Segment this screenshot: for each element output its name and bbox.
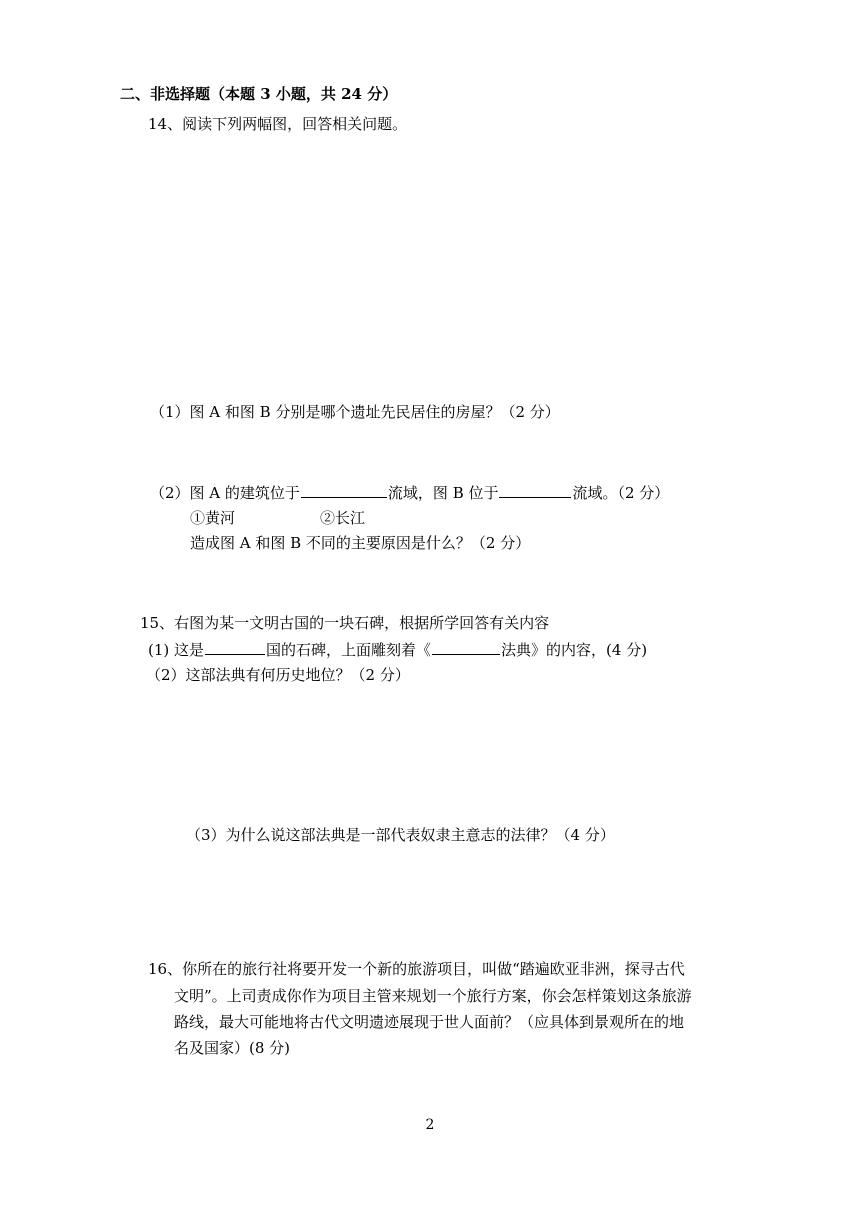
question-14-part-2-text-a: （2）图 A 的建筑位于: [150, 484, 300, 502]
answer-blank: [301, 482, 387, 498]
question-14-part-1: （1）图 A 和图 B 分别是哪个遗址先民居住的房屋？（2 分）: [150, 403, 560, 421]
question-15-intro: 15、右图为某一文明古国的一块石碑，根据所学回答有关内容: [140, 614, 550, 632]
question-14-part-2-text-b: 流域，图 B 位于: [387, 484, 499, 502]
question-14-part-2-text-c: 流域。（2 分）: [572, 484, 670, 502]
answer-blank: [205, 639, 265, 655]
question-15-part-1: [148, 639, 647, 659]
question-16-line-4: 名及国家）(8 分): [174, 1039, 291, 1057]
question-16-line-2: 文明”。上司责成你作为项目主管来规划一个旅行方案，你会怎样策划这条旅游: [174, 987, 692, 1005]
page-number: 2: [425, 1117, 435, 1133]
question-15-part-2: （2）这部法典有何历史地位？（2 分）: [146, 666, 410, 684]
answer-blank: [499, 482, 571, 498]
question-15-part-1-text-b: 国的石碑，上面雕刻着《: [266, 641, 432, 659]
question-14-part-2-followup: 造成图 A 和图 B 不同的主要原因是什么？（2 分）: [190, 534, 531, 552]
option-huanghe: ①黄河: [190, 509, 236, 527]
question-15-part-1-text-a: (1) 这是: [148, 641, 205, 659]
question-15-part-3: （3）为什么说这部法典是一部代表奴隶主意志的法律？（4 分）: [186, 826, 615, 844]
option-changjiang: ②长江: [320, 509, 366, 527]
section-heading: 二、非选择题（本题 3 小题，共 24 分）: [120, 85, 398, 103]
question-16-line-3: 路线，最大可能地将古代文明遗迹展现于世人面前？（应具体到景观所在的地: [174, 1013, 685, 1031]
question-16-line-1: 16、你所在的旅行社将要开发一个新的旅游项目，叫做“踏遍欧亚非洲，探寻古代: [148, 960, 685, 978]
question-14-part-2: [150, 482, 669, 502]
question-14-intro: 14、阅读下列两幅图，回答相关问题。: [148, 115, 408, 133]
answer-blank: [432, 639, 500, 655]
question-15-part-1-text-c: 法典》的内容，(4 分): [501, 641, 648, 659]
